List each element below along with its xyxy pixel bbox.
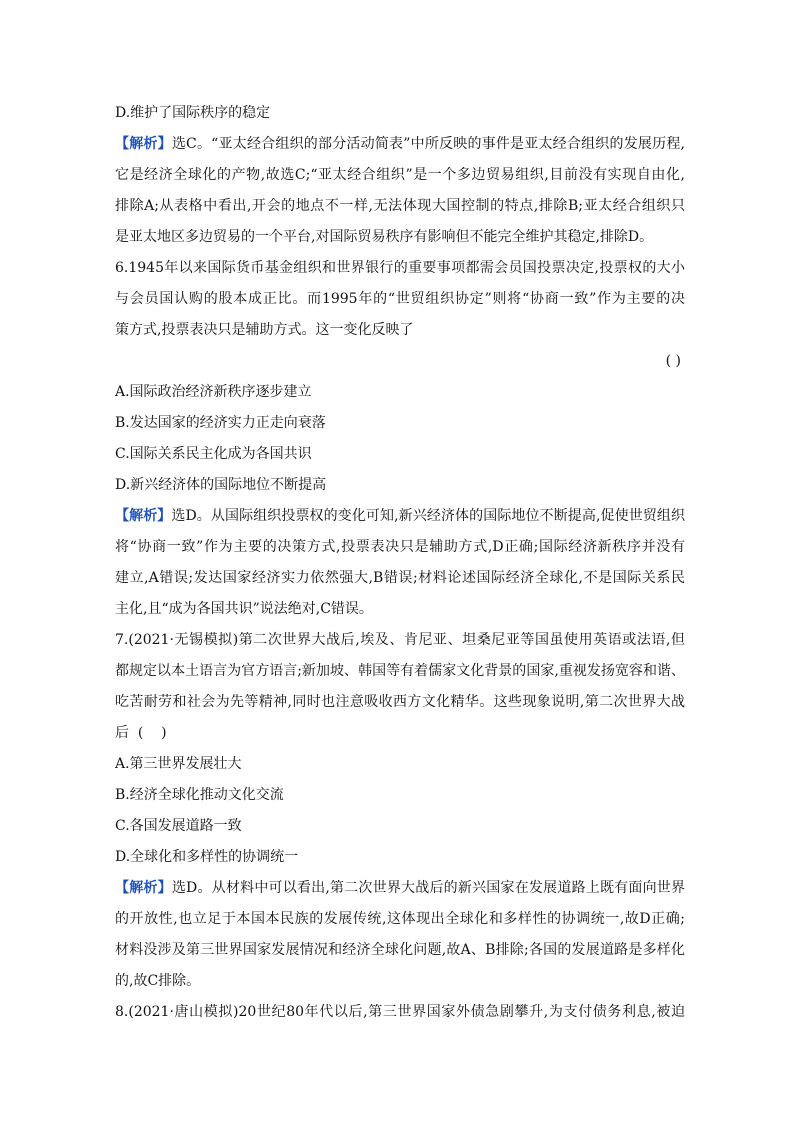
q5-option-d: D.维护了国际秩序的稳定 [115,105,271,121]
q7-analysis-line-4: 的,故C排除。 [115,973,201,989]
q7-stem-line-4: 后 ( ) [115,725,167,741]
q5-analysis-line-1: 【解析】选C。“亚太经合组织的部分活动简表”中所反映的事件是亚太经合组织的发展历程, [115,136,685,152]
q6-answer-paren: ( ) [665,353,681,369]
q7-analysis-line-3: 材料没涉及第三世界国家发展情况和经济全球化问题,故A、B排除;各国的发展道路是多样化 [115,942,685,958]
q6-option-a: A.国际政治经济新秩序逐步建立 [115,384,312,400]
q5-analysis-line-4: 是亚太地区多边贸易的一个平台,对国际贸易秩序有影响但不能完全维护其稳定,排除D。 [115,229,654,245]
q6-option-d: D.新兴经济体的国际地位不断提高 [115,477,327,493]
q6-stem-line-2: 与会员国认购的股本成正比。而1995年的“世贸组织协定”则将“协商一致”作为主要的决 [115,291,685,307]
q7-option-c: C.各国发展道路一致 [115,818,242,834]
q7-option-a: A.第三世界发展壮大 [115,756,242,772]
q6-analysis-line-2: 将“协商一致”作为主要的决策方式,投票表决只是辅助方式,D正确;国际经济新秩序并没有 [115,539,685,555]
q7-stem-line-1: 7.(2021·无锡模拟)第二次世界大战后,埃及、肯尼亚、坦桑尼亚等国虽使用英语或法语,但 [115,632,685,648]
q6-analysis-line-4: 主化,且“成为各国共识”说法绝对,C错误。 [115,601,373,617]
q7-analysis-line-1: 【解析】选D。从材料中可以看出,第二次世界大战后的新兴国家在发展道路上既有面向世界 [115,880,685,896]
q6-stem-line-1: 6.1945年以来国际货币基金组织和世界银行的重要事项都需会员国投票决定,投票权的大小 [115,260,685,276]
document-content [115,98,685,1028]
analysis-tag: 【解析】 [115,880,172,896]
q8-stem-line-1: 8.(2021·唐山模拟)20世纪80年代以后,第三世界国家外债急剧攀升,为支付债务利息,被迫 [115,1004,685,1020]
analysis-tag: 【解析】 [115,136,172,152]
q5-analysis-line-2: 它是经济全球化的产物,故选C;“亚太经合组织”是一个多边贸易组织,目前没有实现自由化, [115,167,685,183]
q7-stem-line-2: 都规定以本土语言为官方语言;新加坡、韩国等有着儒家文化背景的国家,重视发扬宽容和谐、 [115,663,685,679]
q7-stem-line-3: 吃苦耐劳和社会为先等精神,同时也注意吸收西方文化精华。这些现象说明,第二次世界大战 [115,694,685,710]
q6-option-c: C.国际关系民主化成为各国共识 [115,446,312,462]
q6-option-b: B.发达国家的经济实力正走向衰落 [115,415,326,431]
q7-analysis-line-2: 的开放性,也立足于本国本民族的发展传统,这体现出全球化和多样性的协调统一,故D正确; [115,911,685,927]
q6-analysis-line-3: 建立,A错误;发达国家经济实力依然强大,B错误;材料论述国际经济全球化,不是国际关系民 [115,570,685,586]
q6-stem-line-3: 策方式,投票表决只是辅助方式。这一变化反映了 [115,322,414,338]
q7-option-d: D.全球化和多样性的协调统一 [115,849,299,865]
q5-analysis-line-3: 排除A;从表格中看出,开会的地点不一样,无法体现大国控制的特点,排除B;亚太经合组织只 [115,198,685,214]
q6-analysis-line-1: 【解析】选D。从国际组织投票权的变化可知,新兴经济体的国际地位不断提高,促使世贸组织 [115,508,685,524]
q7-option-b: B.经济全球化推动文化交流 [115,787,284,803]
analysis-tag: 【解析】 [115,508,172,524]
